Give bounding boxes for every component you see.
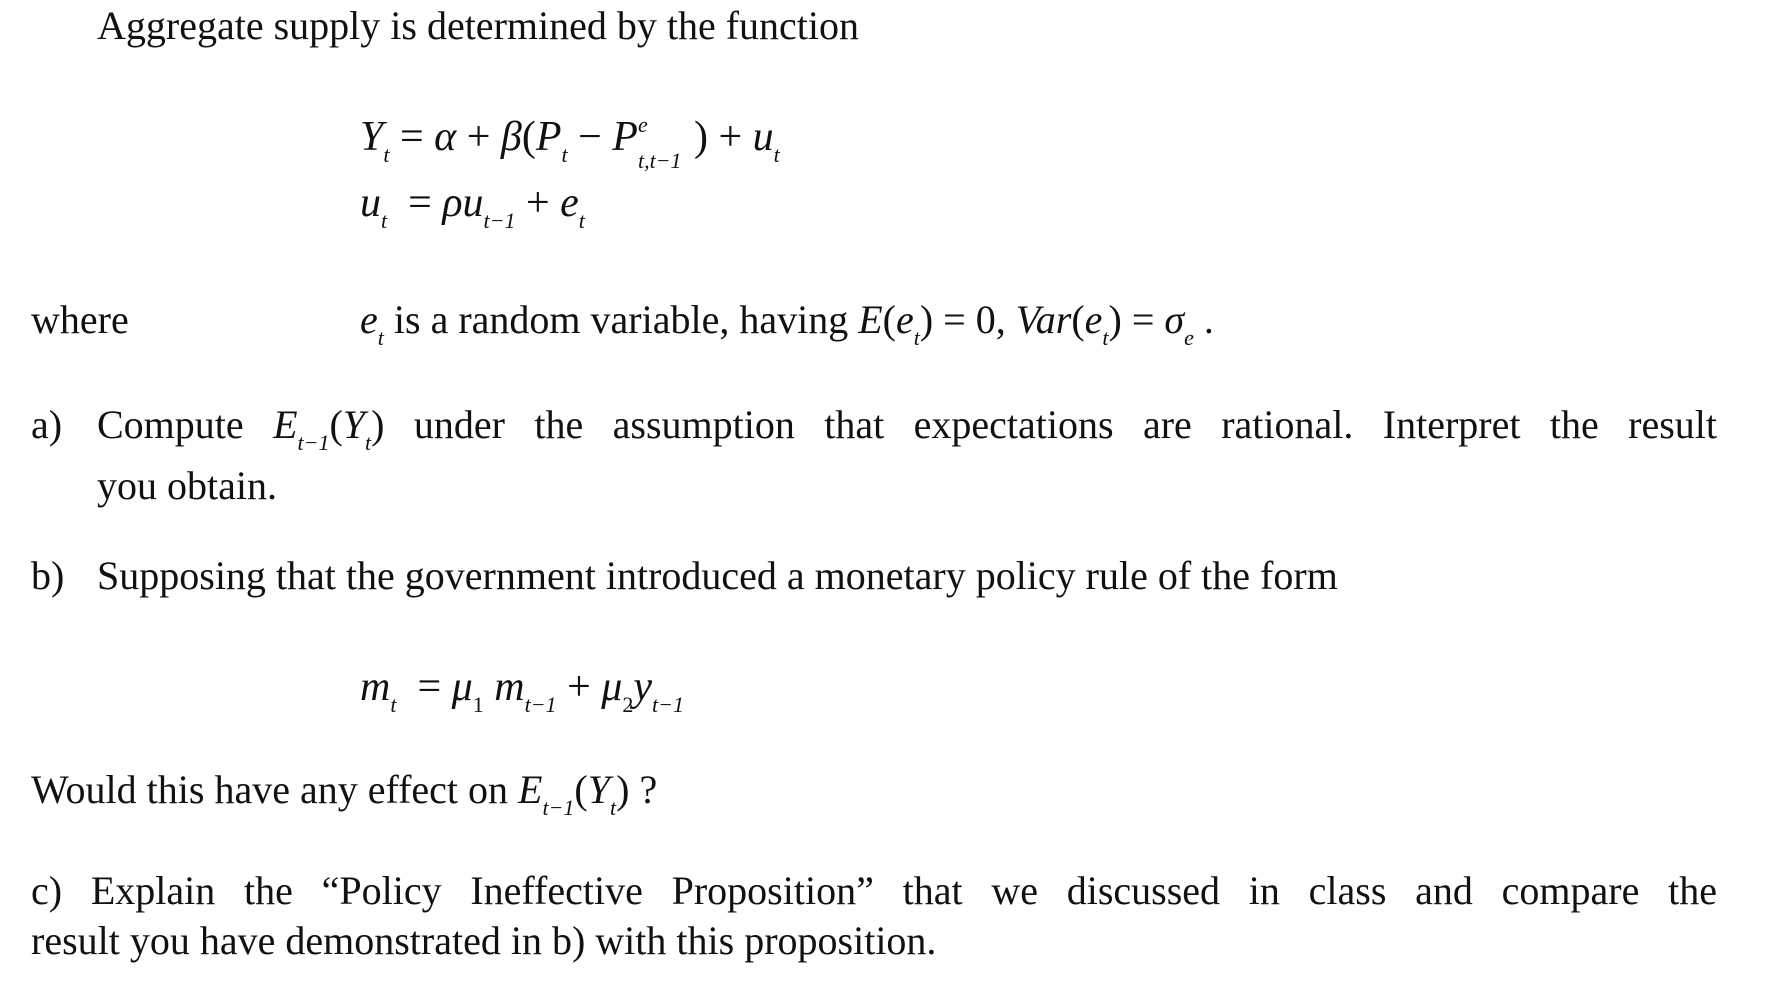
question-a-line2: you obtain. xyxy=(97,463,277,508)
follow-up-question: Would this have any effect on $E_{t-1}(Y_t)$ ? xyxy=(31,767,658,820)
question-b-label: b) xyxy=(31,553,65,598)
where-definition: $e_t$ is a random variable, having $E(e_t) = 0$, $Var(e_t) = \sigma_e$ . xyxy=(360,297,1214,350)
question-a-line1: Compute $E_{t-1}(Y_t)$ under the assumption that expectations are rational. Interpret the result xyxy=(97,402,1717,455)
intro-text: Aggregate supply is determined by the function xyxy=(97,3,860,48)
question-b-text: Supposing that the government introduced a monetary policy rule of the form xyxy=(97,553,1338,598)
equation-monetary-rule: $m_t = \mu_1$ $m_{t-1} + \mu_2y_{t-1}$ xyxy=(360,664,684,717)
equation-aggregate-supply: $Y_t = \alpha + \beta(P_t - P$ e t,t−1 ) + $u_t$ xyxy=(360,112,780,173)
question-c-line1: c) Explain the “Policy Ineffective Proposition” that we discussed in class and compare the xyxy=(31,868,1717,913)
where-label: where xyxy=(31,297,129,342)
question-c-line2: result you have demonstrated in b) with this proposition. xyxy=(31,918,937,963)
question-a-label: a) xyxy=(31,402,63,447)
equation-error-process: $u_t = \rho u_{t-1} + e_t$ xyxy=(360,180,585,233)
